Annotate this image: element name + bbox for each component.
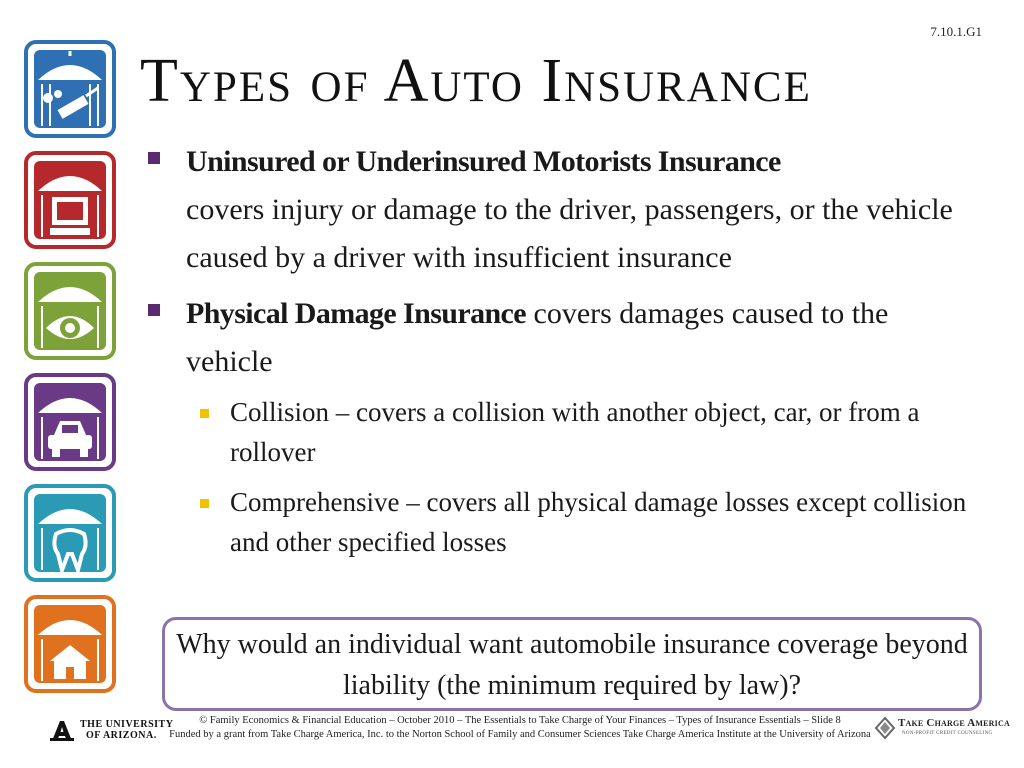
house-icon [24, 595, 116, 693]
sub-bullet-text: Comprehensive – covers all physical damage losses except collision and other specified losses [230, 487, 967, 557]
slide-title: Types of Auto Insurance [140, 47, 812, 115]
university-of-arizona-logo [50, 718, 173, 742]
tca-name: Take Charge America [898, 717, 1010, 729]
tca-tagline: NON-PROFIT CREDIT COUNSELING [902, 731, 993, 736]
tca-emblem-icon [874, 716, 896, 740]
sub-bullet-text: Collision – covers a collision with another object, car, or from a rollover [230, 397, 920, 467]
university-logo-line1: THE UNIVERSITY [80, 719, 174, 730]
bullet-heading: Physical Damage Insurance [186, 297, 526, 330]
slide-code: 7.10.1.G1 [930, 24, 982, 39]
bullet-text [186, 138, 978, 282]
university-logo-line2: OF ARIZONA. [86, 730, 157, 741]
bullet-physical-damage [148, 290, 978, 386]
bullet-description: covers injury or damage to the driver, passengers, or the vehicle caused by a driver with insufficient insurance [186, 193, 953, 274]
arizona-a-icon [50, 719, 74, 741]
computer-icon [24, 151, 116, 249]
bullet-marker [148, 304, 160, 316]
discussion-question: Why would an individual want automobile insurance coverage beyond liability (the minimum required by law)? [162, 617, 982, 711]
bullet-marker [148, 152, 160, 164]
content-area [148, 138, 978, 562]
sub-bullet-collision [148, 392, 978, 472]
bullet-description: covers damages caused to the vehicle [186, 297, 889, 378]
medicine-icon [24, 40, 116, 138]
footer-copyright: © Family Economics & Financial Education – October 2010 – The Essentials to Take Charge of Your Finances – Types of Insurance Essentials – Slide 8 [199, 715, 841, 726]
tooth-icon [24, 484, 116, 582]
eye-icon [24, 262, 116, 360]
take-charge-america-logo [874, 716, 1010, 744]
footer-funding: Funded by a grant from Take Charge America, Inc. to the Norton School of Family and Consumer Sciences Take Charge America Institute at the University of Arizona [169, 729, 871, 740]
bullet-heading: Uninsured or Underinsured Motorists Insurance [186, 145, 781, 178]
bullet-text [186, 290, 978, 386]
car-icon [24, 373, 116, 471]
footer [160, 714, 880, 742]
sub-bullet-marker [200, 409, 209, 418]
bullet-uninsured-motorists [148, 138, 978, 282]
sub-bullet-comprehensive [148, 482, 978, 562]
sub-bullet-marker [200, 499, 209, 508]
